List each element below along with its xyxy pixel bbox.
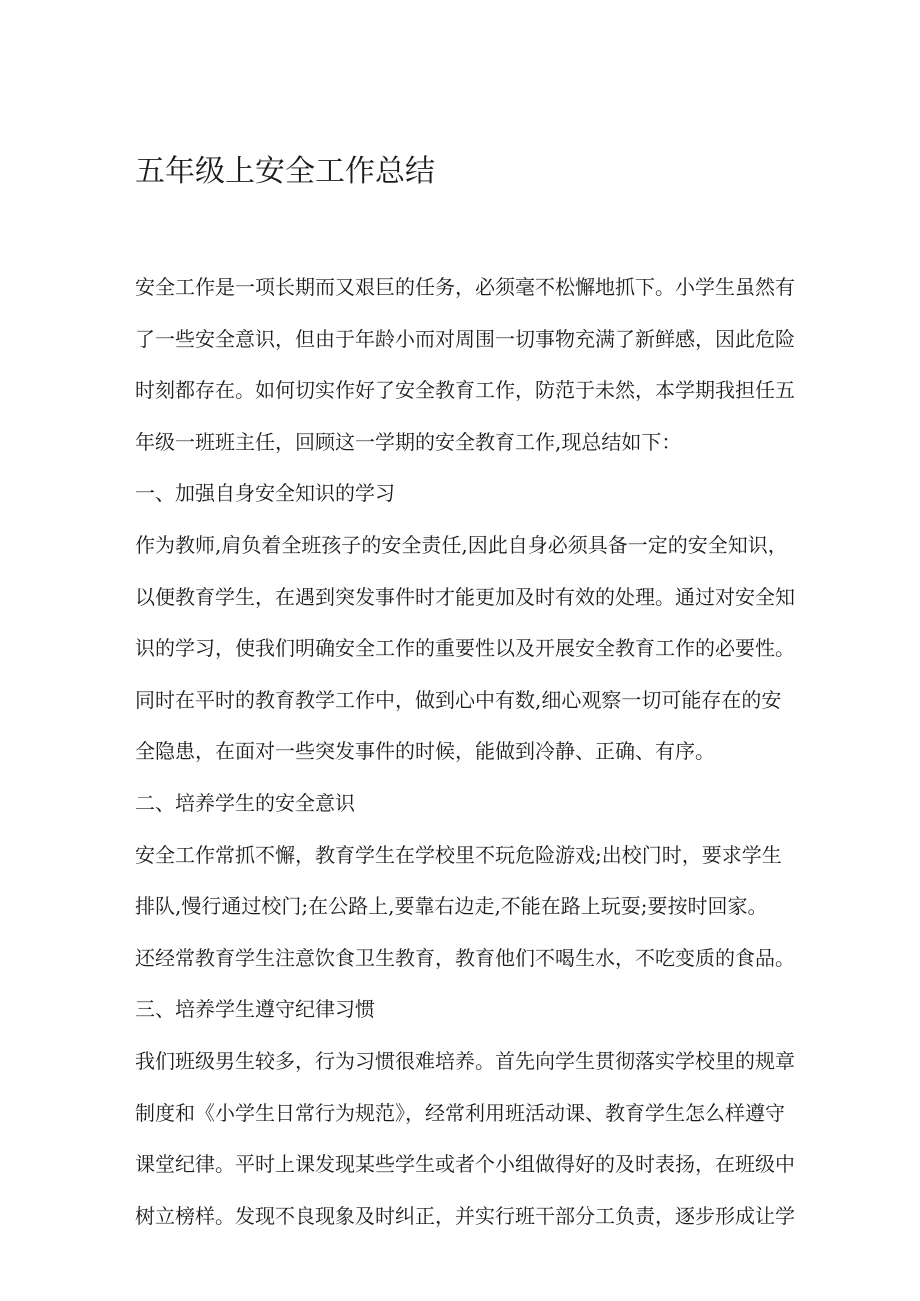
paragraph-line: 全隐患，在面对一些突发事件的时候，能做到冷静、正确、有序。 <box>135 739 715 764</box>
paragraph-line: 了一些安全意识，但由于年龄小而对周围一切事物充满了新鲜感，因此危险 <box>135 326 795 351</box>
paragraph-line: 作为教师,肩负着全班孩子的安全责任,因此自身必须具备一定的安全知识， <box>135 532 788 557</box>
paragraph-line: 还经常教育学生注意饮食卫生教育，教育他们不喝生水，不吃变质的食品。 <box>135 945 795 970</box>
paragraph-line: 课堂纪律。平时上课发现某些学生或者个小组做得好的及时表扬，在班级中 <box>135 1152 795 1177</box>
paragraph-line: 安全工作是一项长期而又艰巨的任务，必须毫不松懈地抓下。小学生虽然有 <box>135 275 795 299</box>
section-heading: 一、加强自身安全知识的学习 <box>135 481 395 506</box>
paragraph-line: 树立榜样。发现不良现象及时纠正，并实行班干部分工负责，逐步形成让学 <box>135 1203 795 1228</box>
paragraph-line: 排队,慢行通过校门;在公路上,要靠右边走,不能在路上玩耍;要按时回家。 <box>135 894 768 919</box>
paragraph-line: 制度和《小学生日常行为规范》，经常利用班活动课、教育学生怎么样遵守 <box>135 1100 785 1125</box>
paragraph-line: 同时在平时的教育教学工作中，做到心中有数,细心观察一切可能存在的安 <box>135 687 782 712</box>
paragraph-line: 年级一班班主任，回顾这一学期的安全教育工作,现总结如下： <box>135 429 682 454</box>
paragraph-line: 以便教育学生，在遇到突发事件时才能更加及时有效的处理。通过对安全知 <box>135 584 795 609</box>
paragraph-line: 识的学习，使我们明确安全工作的重要性以及开展安全教育工作的必要性。 <box>135 636 795 661</box>
section-heading: 二、培养学生的安全意识 <box>135 790 355 815</box>
paragraph-line: 我们班级男生较多，行为习惯很难培养。首先向学生贯彻落实学校里的规章 <box>135 1048 795 1073</box>
document-title: 五年级上安全工作总结 <box>135 154 435 189</box>
paragraph-line: 时刻都存在。如何切实作好了安全教育工作，防范于未然，本学期我担任五 <box>135 378 795 403</box>
document-body <box>135 272 795 1252</box>
section-heading: 三、培养学生遵守纪律习惯 <box>135 997 375 1022</box>
paragraph-line: 安全工作常抓不懈，教育学生在学校里不玩危险游戏;出校门时，要求学生 <box>135 842 782 867</box>
